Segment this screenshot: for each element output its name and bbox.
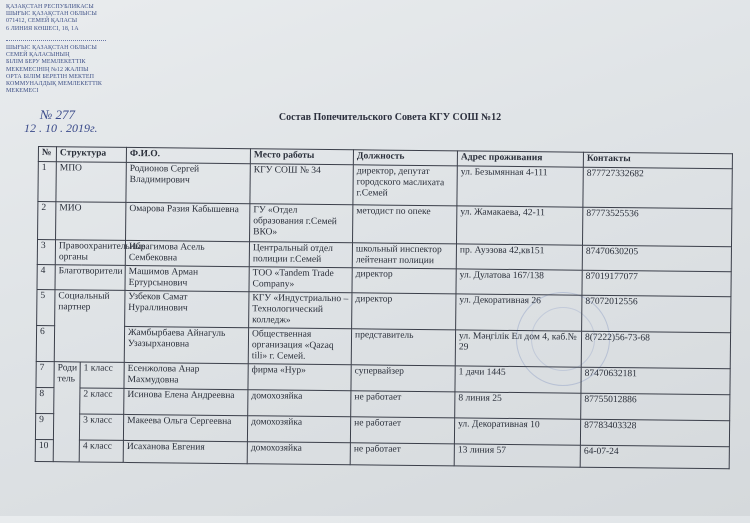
- stamp-divider: [6, 40, 106, 41]
- header-work: Место работы: [250, 149, 353, 165]
- cell-work: Общественная организация «Qazaq tili» г. Семей.: [248, 328, 351, 365]
- cell-num: 10: [35, 439, 53, 461]
- cell-contacts: 877727332682: [583, 167, 732, 209]
- stamp-line: ҚАЗАҚСТАН РЕСПУБЛИКАСЫ: [6, 4, 94, 10]
- stamp-line: ШЫҒЫС ҚАЗАҚСТАН ОБЛЫСЫ: [6, 11, 97, 18]
- header-structure: Структура: [56, 147, 126, 163]
- cell-work: ТОО «Tandem Trade Company»: [249, 267, 352, 293]
- cell-address: ул. Декоративная 26: [456, 294, 582, 331]
- cell-contacts: 87755012886: [581, 393, 730, 421]
- cell-fio: Жамбырбаева Айнагуль Узазырхановна: [124, 326, 248, 363]
- cell-position: супервайзер: [351, 365, 455, 392]
- cell-address: ул. Мәңгілік Ел дом 4, каб.№ 29: [455, 330, 581, 367]
- stamp-number: № 277: [40, 107, 76, 122]
- cell-fio: Исаханова Евгения: [123, 440, 247, 463]
- cell-class: 4 класс: [79, 440, 123, 462]
- cell-position: методист по опеке: [353, 205, 457, 244]
- cell-num: 8: [36, 387, 54, 413]
- school-stamp: [6, 4, 124, 105]
- cell-position: не работает: [350, 417, 454, 444]
- cell-fio: Ибрагимова Асель Сембековна: [125, 240, 249, 266]
- cell-position: директор: [352, 293, 456, 330]
- council-table: [35, 146, 733, 469]
- cell-fio: Родионов Сергей Владимирович: [126, 162, 250, 203]
- cell-fio: Машимов Арман Ертурсынович: [125, 265, 249, 291]
- cell-class: 1 класс: [80, 362, 124, 388]
- stamp-line: БІЛІМ БЕРУ МЕМЛЕКЕТТІК: [6, 59, 86, 66]
- cell-work: фирма «Нур»: [248, 364, 351, 391]
- stamp-line: КОММУНАЛДЫҚ МЕМЛЕКЕТТІК: [6, 81, 103, 88]
- header-fio: Ф.И.О.: [126, 147, 250, 163]
- cell-work: КГУ «Индустриально – Технологический колледж»: [249, 292, 352, 329]
- cell-address: ул. Декоративная 10: [454, 418, 580, 445]
- cell-fio: Исинова Елена Андреевна: [124, 388, 248, 415]
- cell-num: 3: [37, 240, 55, 265]
- cell-fio: Омарова Разия Кабышевна: [126, 202, 250, 241]
- cell-work: домохозяйка: [247, 442, 350, 465]
- stamp-line: МЕКЕМЕСІ: [6, 88, 39, 95]
- cell-structure: Правоохранительные органы: [55, 240, 125, 266]
- cell-structure: Роди тель: [53, 362, 80, 462]
- cell-position: директор, депутат городского маслихата г.Семей: [353, 165, 457, 206]
- cell-contacts: 8(7222)56-73-68: [581, 331, 730, 369]
- cell-work: КГУ СОШ № 34: [250, 164, 353, 205]
- cell-contacts: 87019177077: [582, 270, 731, 297]
- cell-class: 2 класс: [80, 388, 124, 414]
- stamp-line: МЕКЕМЕСІНІҢ №12 ЖАЛПЫ: [6, 66, 89, 73]
- cell-contacts: 64-07-24: [580, 445, 729, 469]
- cell-num: 4: [37, 264, 55, 289]
- cell-num: 2: [38, 202, 56, 240]
- cell-work: домохозяйка: [248, 390, 351, 417]
- cell-position: представитель: [351, 329, 455, 366]
- cell-contacts: 87470630205: [582, 245, 731, 272]
- cell-class: 3 класс: [79, 414, 123, 440]
- cell-structure: МПО: [56, 162, 126, 203]
- stamp-line: ШЫҒЫС ҚАЗАҚСТАН ОБЛЫСЫ: [6, 45, 97, 51]
- cell-position: директор: [352, 268, 456, 294]
- cell-address: 1 дачи 1445: [455, 366, 581, 393]
- cell-work: домохозяйка: [247, 416, 350, 443]
- cell-address: ул. Жамакаева, 42-11: [457, 206, 583, 245]
- cell-address: ул. Дулатова 167/138: [456, 269, 582, 295]
- cell-num: 6: [36, 325, 54, 361]
- cell-fio: Есенжолова Анар Махмудовна: [124, 362, 248, 389]
- cell-contacts: 87773525536: [583, 207, 732, 247]
- cell-work: Центральный отдел полиции г.Семей: [249, 242, 352, 268]
- header-contacts: Контакты: [583, 152, 732, 169]
- document-title: Состав Попечительского Совета КГУ СОШ №12: [278, 112, 502, 123]
- cell-num: 5: [37, 289, 55, 325]
- cell-num: 1: [38, 162, 56, 202]
- council-table-wrapper: [34, 146, 732, 523]
- stamp-line: 6 ЛИНИЯ КӨШЕСІ, 18, 1А: [6, 25, 79, 32]
- cell-num: 9: [35, 413, 53, 439]
- cell-address: ул. Безымянная 4-111: [457, 166, 583, 207]
- cell-contacts: 87470632181: [581, 367, 730, 395]
- stamp-line: 071412, СЕМЕЙ ҚАЛАСЫ: [6, 18, 78, 25]
- cell-contacts: 87783403328: [580, 419, 729, 447]
- cell-structure: Благотворители: [55, 265, 125, 291]
- cell-position: не работает: [351, 391, 455, 418]
- cell-position: не работает: [350, 443, 454, 466]
- cell-num: 7: [36, 361, 54, 387]
- cell-address: 13 линия 57: [454, 444, 580, 467]
- cell-position: школьный инспектор лейтенант полиции: [352, 243, 456, 269]
- cell-fio: Макеева Ольга Сергеевна: [123, 414, 247, 441]
- header-address: Адрес проживания: [457, 151, 583, 167]
- cell-contacts: 87072012556: [582, 295, 731, 333]
- cell-address: 8 линия 25: [455, 392, 581, 419]
- cell-structure: Социальный партнер: [54, 290, 125, 363]
- cell-address: пр. Ауэзова 42,кв151: [456, 244, 582, 270]
- cell-fio: Узбеков Самат Нураллинович: [125, 290, 249, 327]
- stamp-line: СЕМЕЙ ҚАЛАСЫНЫҢ: [6, 52, 70, 59]
- header-num: №: [38, 147, 56, 162]
- cell-work: ГУ «Отдел образования г.Семей ВКО»: [250, 204, 353, 243]
- header-position: Должность: [353, 150, 457, 166]
- cell-structure: МИО: [56, 202, 126, 241]
- stamp-line: ОРТА БІЛІМ БЕРЕТІН МЕКТЕП: [6, 73, 95, 80]
- stamp-date: 12 . 10 . 2019г.: [24, 121, 98, 135]
